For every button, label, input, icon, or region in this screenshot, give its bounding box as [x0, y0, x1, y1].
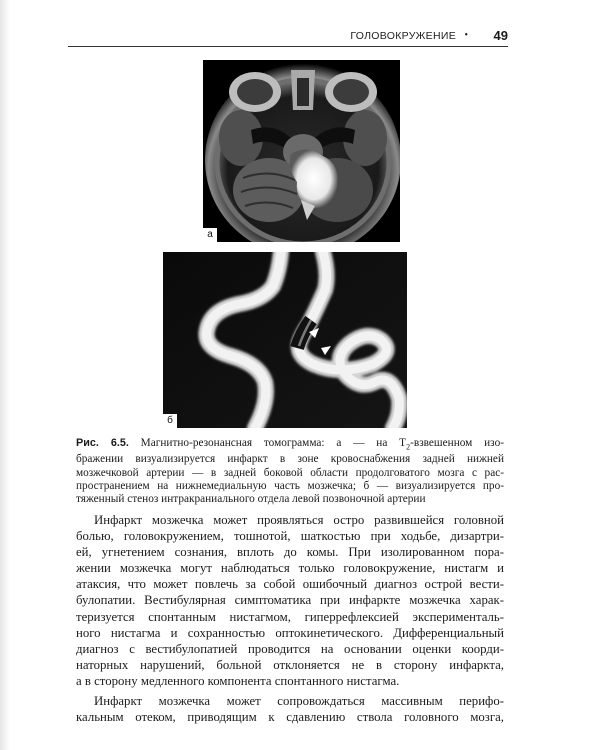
caption-line: тяженный стеноз интракраниального отдела левой позвоночной артерии [76, 493, 426, 506]
paragraph-line: теризуется спонтанным нистагмом, гиперрефлексией эксперименталь- [76, 609, 504, 624]
figure-mr-angiogram [163, 252, 407, 428]
paragraph-line: ей, угнетением сознания, вплоть до комы. При изолированном пора- [76, 545, 504, 560]
chapter-title: ГОЛОВОКРУЖЕНИЕ [350, 30, 456, 42]
paragraph-line: болью, головокружением, тошнотой, шаткостью при ходьбе, дизартри- [76, 529, 504, 544]
paragraph-line: Инфаркт мозжечка может сопровождаться массивным перифо- [94, 694, 504, 709]
paragraph-line: а в сторону медленного компонента спонтанного нистагма. [76, 673, 400, 688]
paragraph-line: булопатии. Вестибулярная симптоматика при инфаркте мозжечка харак- [76, 593, 504, 608]
header-bullet: • [464, 30, 468, 41]
caption-line: Рис. 6.5. Магнитно-резонансная томограмма: а — на $T_2$-взвешенном изо- [76, 437, 504, 452]
paragraph-line: жении мозжечка могут наблюдаться только головокружение, нистагм и [76, 561, 504, 576]
paragraph-line: наторных нарушений, больной отклоняется не в сторону инфаркта, [76, 657, 504, 672]
caption-line: бражении визуализируется инфаркт в зоне кровоснабжения задней нижней [76, 453, 504, 466]
caption-line: пространением на нижнемедиальную часть мозжечка; б — визуализируется про- [76, 479, 504, 492]
paragraph-line: атаксия, что может повлечь за собой ошибочный диагноз острой вести- [76, 577, 504, 592]
figure-caption [76, 437, 504, 506]
mri-axial-image [203, 60, 400, 242]
mr-angiogram-image [163, 252, 407, 428]
page-edge [0, 0, 10, 750]
running-head [68, 30, 508, 47]
paragraph-line: Инфаркт мозжечка может проявляться остро развившейся головной [94, 513, 504, 527]
panel-label-a: а [203, 228, 217, 242]
paragraph-line: диагноз с вестибулопатией проводится на основании оценки коорди- [76, 641, 504, 656]
paragraph-line: ного нистагма и сохранностью оптокинетического. Дифференциальный [76, 625, 504, 640]
caption-line: мозжечковой артерии — в задней боковой области продолговатого мозга с рас- [76, 466, 504, 479]
page-number: 49 [493, 28, 508, 43]
body-text [76, 512, 504, 725]
panel-label-b: б [163, 414, 177, 428]
caption-lead: Рис. 6.5. [76, 437, 129, 449]
figure-mri-axial [203, 60, 400, 242]
paragraph-line: кальным отеком, приводящим к сдавлению ствола головного мозга, [76, 710, 504, 725]
